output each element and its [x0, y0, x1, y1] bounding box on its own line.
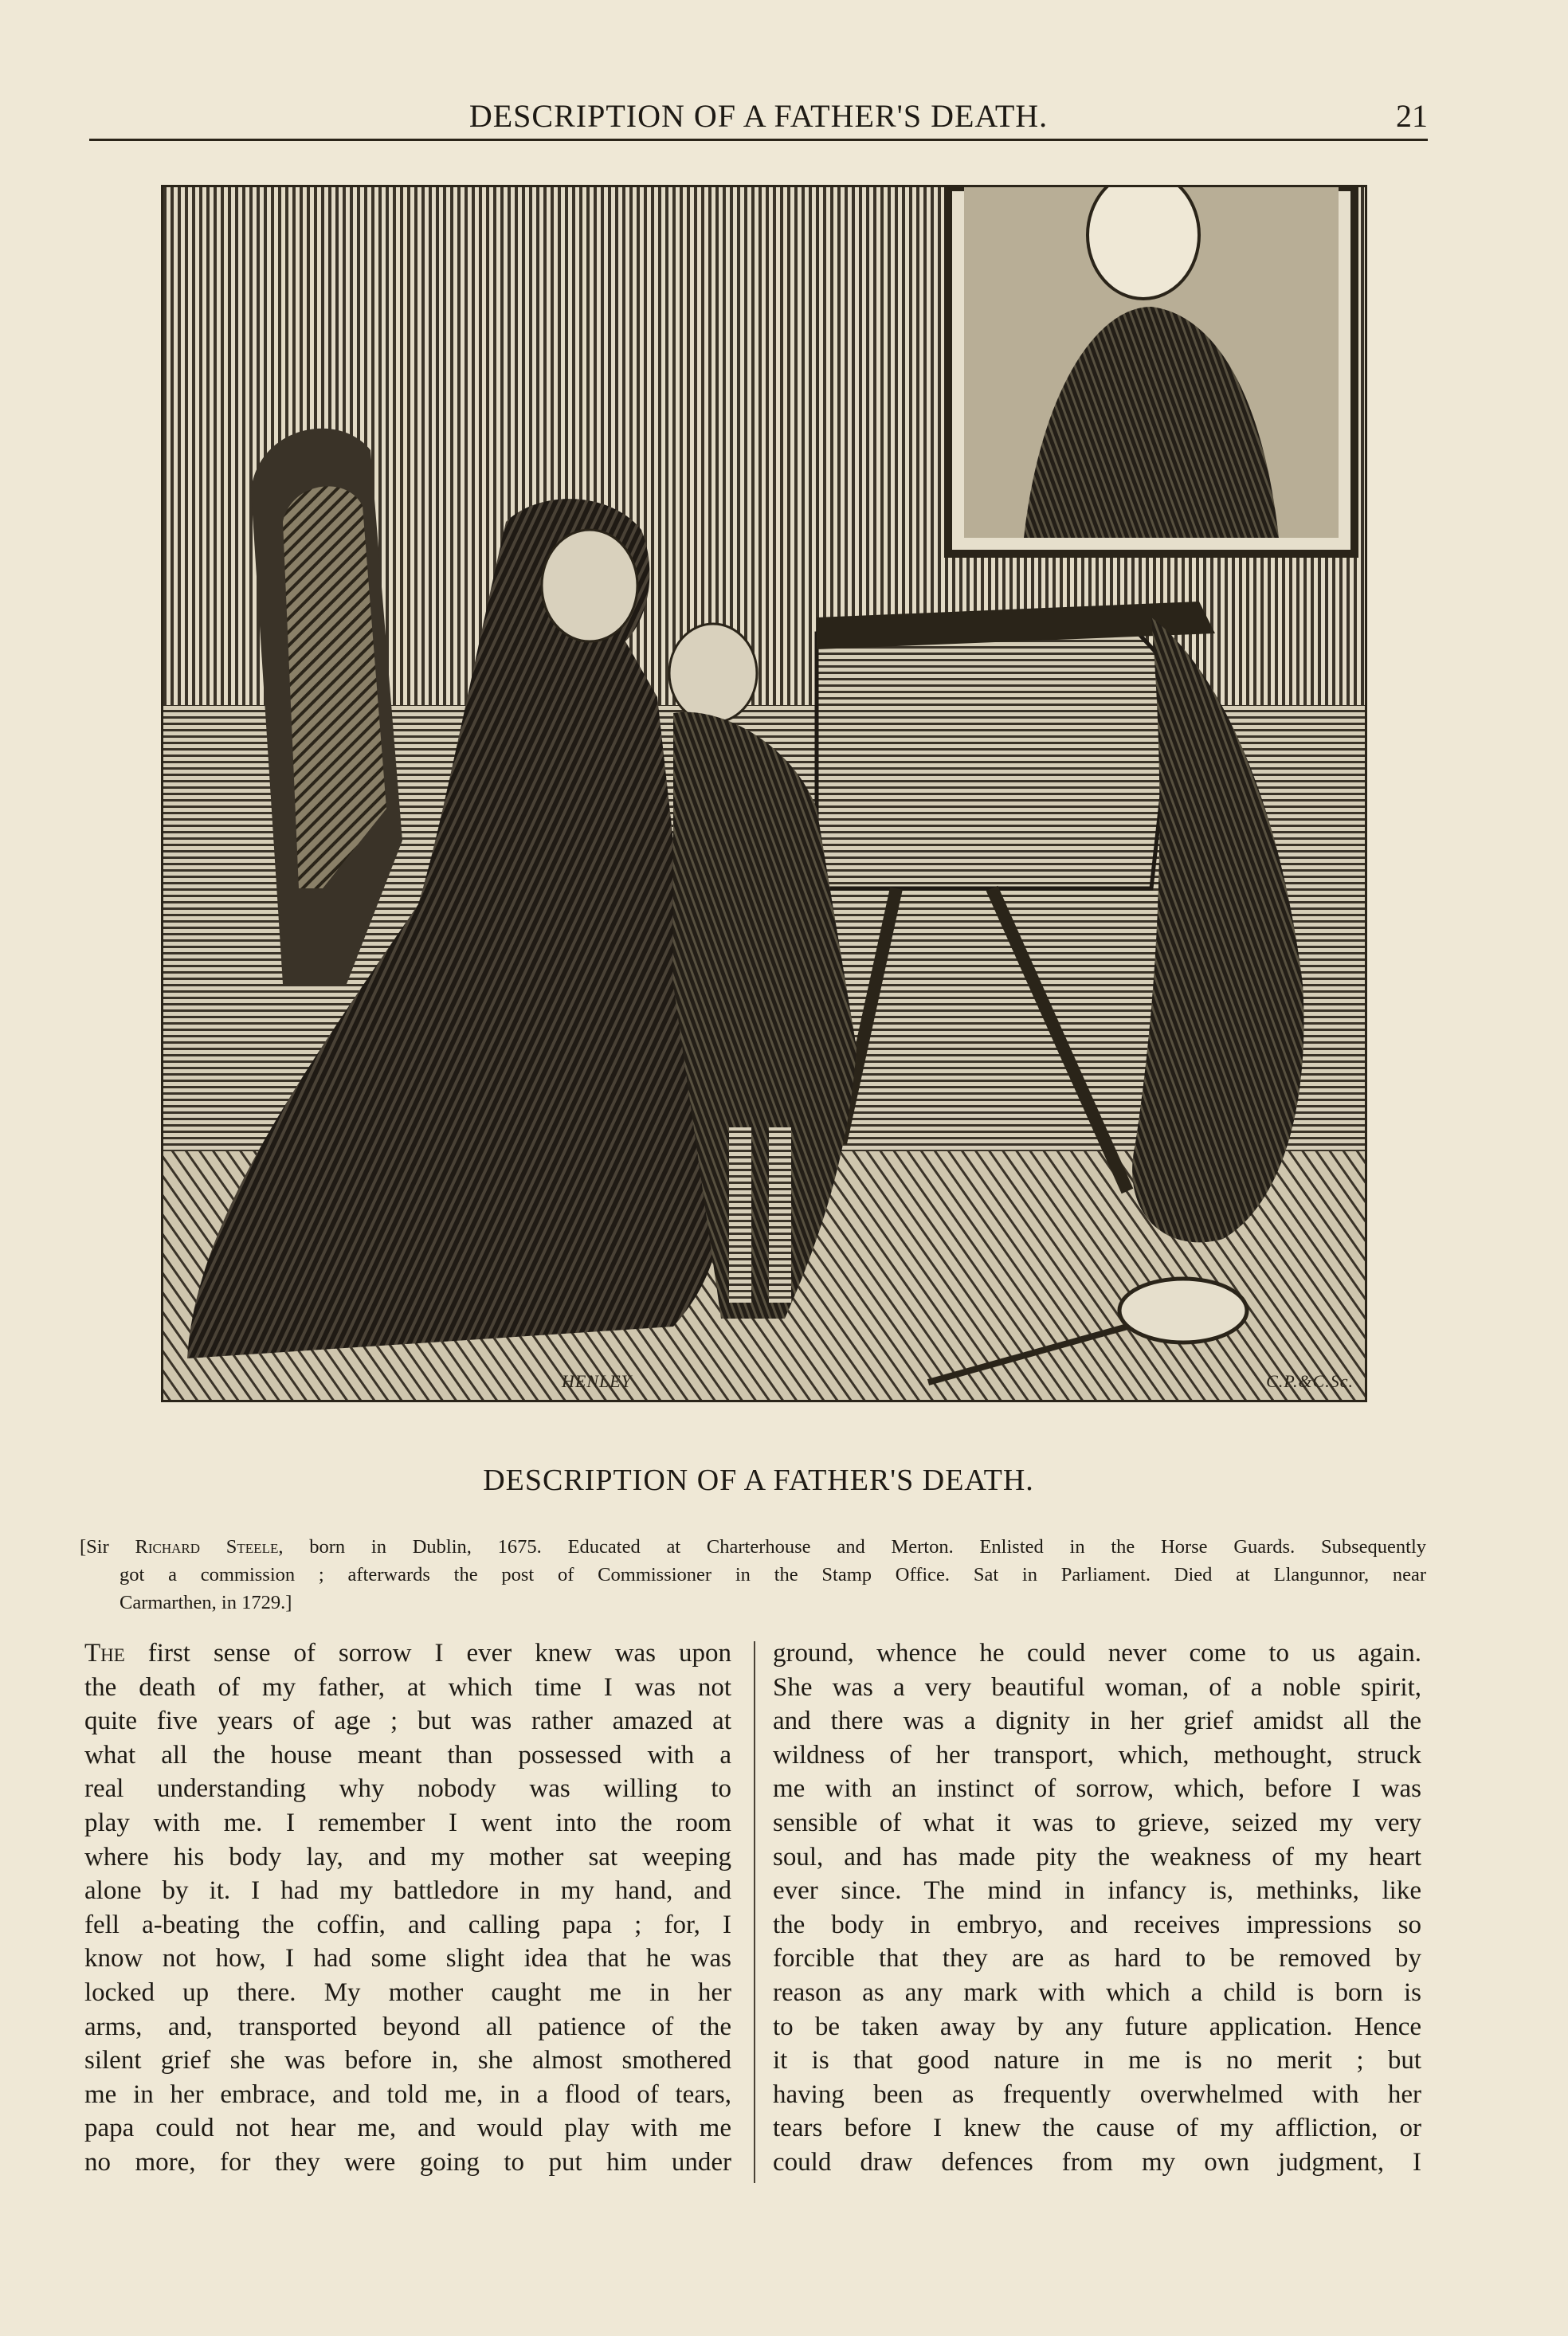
column-divider	[754, 1641, 755, 2183]
engraver-signature-left: HENLEY	[562, 1371, 632, 1391]
text-line: no more, for they were going to put him under	[84, 2147, 731, 2177]
engraving-illustration	[161, 185, 1367, 1402]
text-line: arms, and, transported beyond all patience of the	[84, 2012, 731, 2041]
text-line: fell a-beating the coffin, and calling papa ; for, I	[84, 1910, 731, 1939]
text-line: tears before I knew the cause of my affliction, or	[773, 2114, 1421, 2143]
text-line: ever since. The mind in infancy is, methinks, like	[773, 1876, 1421, 1906]
text-line: the body in embryo, and receives impressions so	[773, 1910, 1421, 1939]
drop-word: The	[84, 1639, 125, 1668]
text-line: me in her embrace, and told me, in a flood of tears,	[84, 2079, 731, 2109]
text-line: soul, and has made pity the weakness of my heart	[773, 1842, 1421, 1872]
text-line: The first sense of sorrow I ever knew was upon	[84, 1639, 731, 1668]
right-column	[773, 1636, 1421, 2180]
author-name: Richard Steele	[135, 1536, 279, 1558]
bio-line-2: got a commission ; afterwards the post of Commissioner in the Stamp Office. Sat in Parliament. Died at Llangunnor, near	[120, 1564, 1426, 1585]
header-rule	[89, 139, 1428, 144]
illustration-caption: DESCRIPTION OF A FATHER'S DEATH.	[483, 1464, 1034, 1497]
page-number: 21	[1396, 98, 1428, 134]
text-line: ground, whence he could never come to us again.	[773, 1639, 1421, 1668]
text-line: the death of my father, at which time I was not	[84, 1672, 731, 1702]
running-head	[89, 94, 1428, 139]
text-line: silent grief she was before in, she almost smothered	[84, 2046, 731, 2075]
running-title: DESCRIPTION OF A FATHER'S DEATH.	[468, 98, 1049, 134]
text-line: where his body lay, and my mother sat weeping	[84, 1842, 731, 1872]
engraving-artwork	[163, 187, 1365, 1400]
text-line: having been as frequently overwhelmed with her	[773, 2079, 1421, 2109]
text-line: alone by it. I had my battledore in my hand, and	[84, 1876, 731, 1906]
text-line: papa could not hear me, and would play with me	[84, 2114, 731, 2143]
text-line: forcible that they are as hard to be removed by	[773, 1944, 1421, 1973]
text-line: it is that good nature in me is no merit ; but	[773, 2046, 1421, 2075]
text-line: reason as any mark with which a child is born is	[773, 1977, 1421, 2007]
text-line: quite five years of age ; but was rather amazed at	[84, 1707, 731, 1736]
text-line: She was a very beautiful woman, of a noble spirit,	[773, 1672, 1421, 1702]
text-line: to be taken away by any future application. Hence	[773, 2012, 1421, 2041]
text-line: know not how, I had some slight idea that he was	[84, 1944, 731, 1973]
text-line: me with an instinct of sorrow, which, before I was	[773, 1774, 1421, 1804]
text-line: wildness of her transport, which, methought, struck	[773, 1740, 1421, 1770]
text-line: sensible of what it was to grieve, seized my very	[773, 1808, 1421, 1837]
author-biography	[80, 1533, 1426, 1617]
bio-line-1: [Sir Richard Steele, born in Dublin, 1675. Educated at Charterhouse and Merton. Enlisted in the Horse Guards. Subsequently	[80, 1536, 1426, 1558]
text-line: real understanding why nobody was willing to	[84, 1774, 731, 1804]
text-line: play with me. I remember I went into the room	[84, 1808, 731, 1837]
text-line: what all the house meant than possessed with a	[84, 1740, 731, 1770]
text-line: could draw defences from my own judgment, I	[773, 2147, 1421, 2177]
engraver-signature-right: C.P.&C.Sc.	[1266, 1371, 1354, 1391]
bio-line-3: Carmarthen, in 1729.]	[120, 1592, 292, 1613]
text-line: and there was a dignity in her grief amidst all the	[773, 1707, 1421, 1736]
text-line: locked up there. My mother caught me in her	[84, 1977, 731, 2007]
left-column	[84, 1636, 731, 2180]
